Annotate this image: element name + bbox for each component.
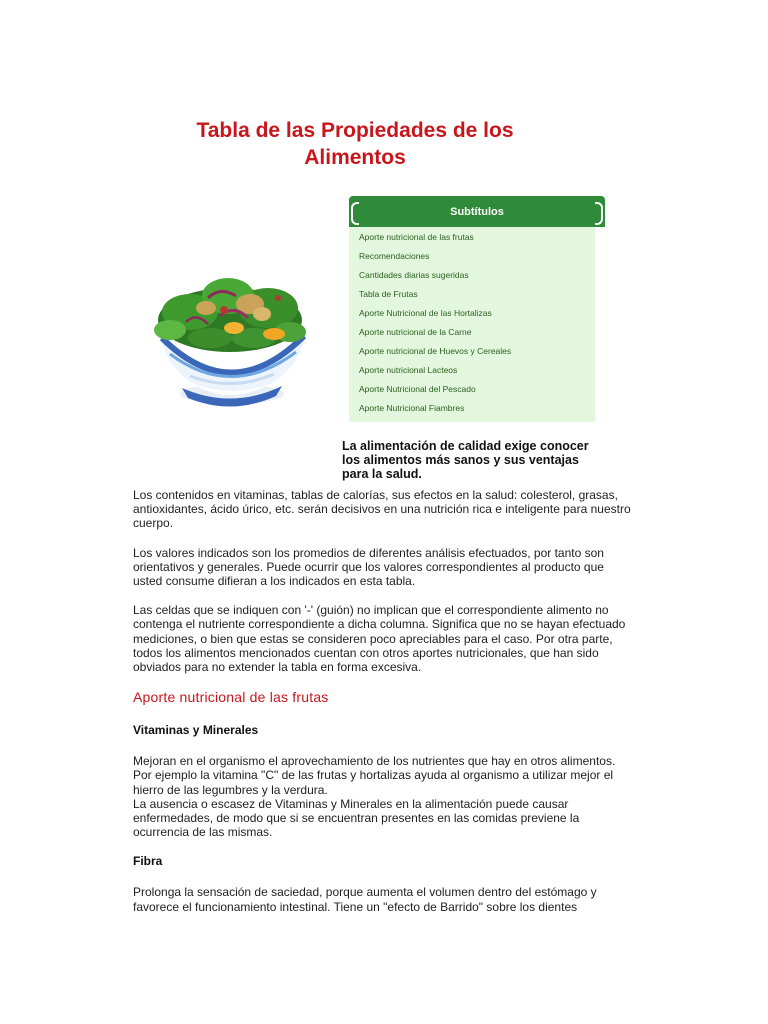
subtitles-list	[349, 227, 595, 422]
vitaminas-paragraph: Mejoran en el organismo el aprovechamiento de los nutrientes que hay en otros alimentos. Por ejemplo la vitamina "C" de las frutas y hortalizas ayuda al organismo a utilizar mejor el hierro de las legumbres y la verdura.	[133, 754, 616, 797]
subtitles-header	[349, 196, 605, 227]
subtitle-link-recomendaciones[interactable]: Recomendaciones	[359, 251, 430, 261]
subtitle-link-frutas[interactable]: Aporte nutricional de las frutas	[359, 232, 474, 242]
section-title: Aporte nutricional de las frutas	[133, 689, 329, 706]
subtitle-link-carne[interactable]: Aporte nutricional de la Carne	[359, 327, 472, 337]
intro-paragraph: Los valores indicados son los promedios de diferentes análisis efectuados, por tanto son orientativos y generales. Puede ocurrir que los valores correspondientes al producto que usted consume difieran a los indicados en esta tabla.	[133, 545, 604, 589]
page-title-line1: Tabla de las Propiedades de los	[196, 119, 514, 142]
subtitle-link-hortalizas[interactable]: Aporte Nutricional de las Hortalizas	[359, 308, 492, 318]
salad-bowl-icon	[150, 268, 312, 413]
lead-line1: La alimentación de calidad exige conocer	[342, 439, 589, 453]
fibra-paragraph: Prolonga la sensación de saciedad, porque aumenta el volumen dentro del estómago y favorece el funcionamiento intestinal. Tiene un "efecto de Barrido" sobre los dientes	[133, 885, 597, 914]
salad-bowl-illustration	[150, 268, 312, 413]
subtitle-link-huevos-cereales[interactable]: Aporte nutricional de Huevos y Cereales	[359, 346, 512, 356]
page-title-line2: Alimentos	[304, 146, 406, 169]
intro-paragraph: Los contenidos en vitaminas, tablas de calorías, sus efectos en la salud: colesterol, grasas, antioxidantes, ácido úrico, etc. serán decisivos en una nutrición rica e inteligente para nuestro cuerpo.	[133, 488, 631, 531]
lead-text	[342, 439, 622, 481]
subtitle-link-lacteos[interactable]: Aporte nutricional Lacteos	[359, 365, 458, 375]
subtitle-link-tabla-frutas[interactable]: Tabla de Frutas	[359, 289, 418, 299]
intro-paragraph: Las celdas que se indiquen con '-' (guión) no implican que el correspondiente alimento no contenga el nutriente correspondiente a dicha columna. Significa que no se hayan efectuado mediciones, o bien que estas se consideren poco apreciables para el caso. Por otra parte, todos los alimentos mencionados cuentan con otros aportes nutricionales, que han sido obviados para no extender la tabla en forma excesiva.	[133, 603, 626, 675]
vitaminas-heading: Vitaminas y Minerales	[133, 723, 259, 738]
subtitles-heading: Subtítulos	[450, 205, 504, 218]
lead-line2: los alimentos más sanos y sus ventajas	[342, 453, 579, 467]
page-title	[150, 117, 560, 171]
subtitles-panel	[349, 196, 605, 422]
article-body	[133, 488, 633, 929]
subtitle-link-fiambres[interactable]: Aporte Nutricional Fiambres	[359, 403, 465, 413]
subtitle-link-pescado[interactable]: Aporte Nutricional del Pescado	[359, 384, 476, 394]
lead-line3: para la salud.	[342, 467, 422, 481]
vitaminas-paragraph: La ausencia o escasez de Vitaminas y Minerales en la alimentación puede causar enfermedades, de modo que si se encuentran presentes en las comidas previene la ocurrencia de las mismas.	[133, 796, 580, 840]
subtitle-link-cantidades[interactable]: Cantidades diarias sugeridas	[359, 270, 469, 280]
fibra-heading: Fibra	[133, 854, 163, 869]
